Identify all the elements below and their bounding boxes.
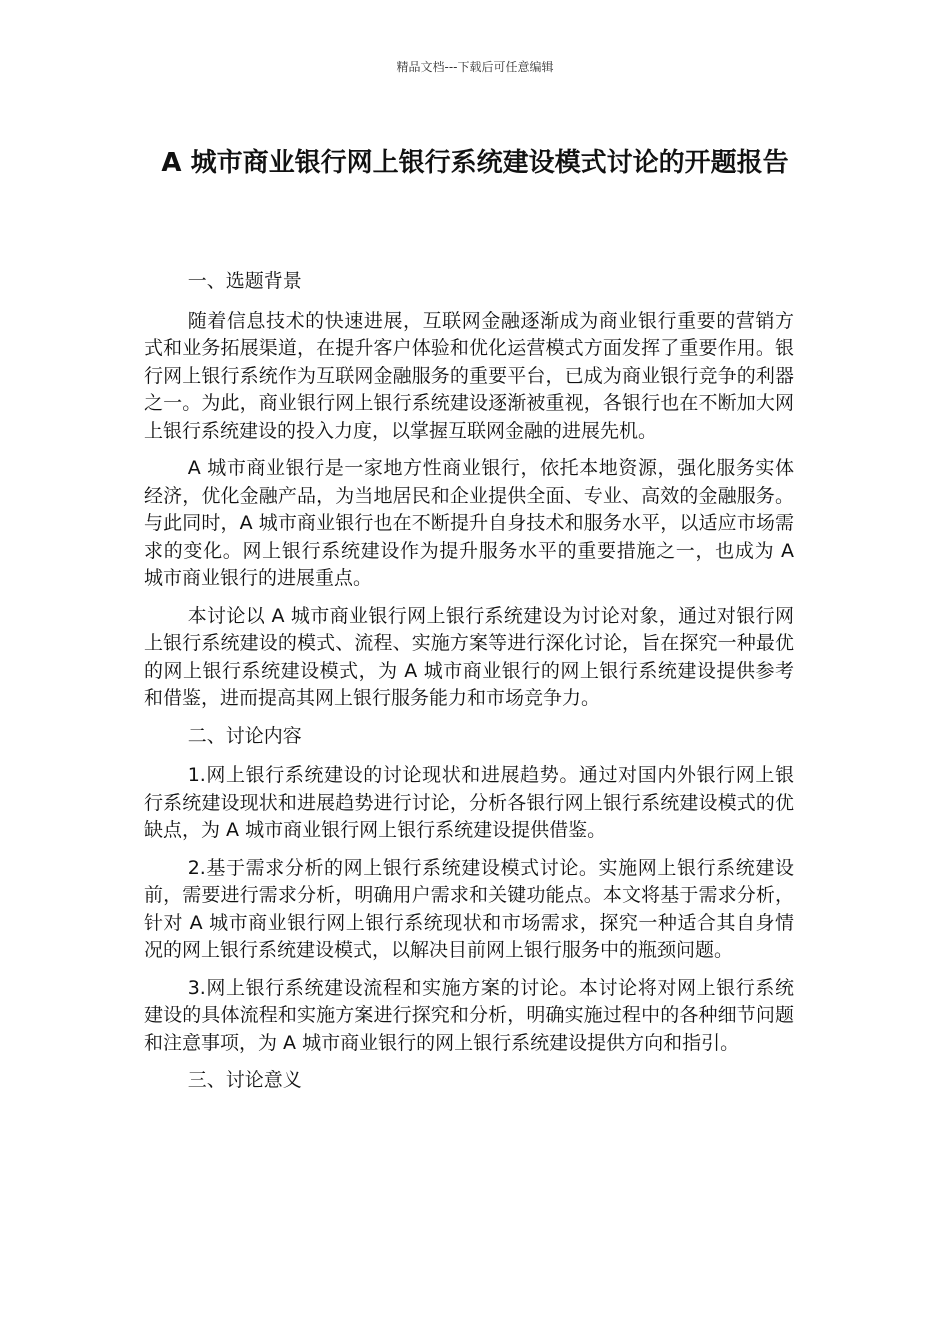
paragraph: 3.网上银行系统建设流程和实施方案的讨论。本讨论将对网上银行系统建设的具体流程和实施方案进行探究和分析，明确实施过程中的各种细节问题和注意事项，为 A 城市商业银行的网上银行系统建设提供方向和指引。 xyxy=(144,976,794,1054)
paragraph: 2.基于需求分析的网上银行系统建设模式讨论。实施网上银行系统建设前，需要进行需求分析，明确用户需求和关键功能点。本文将基于需求分析，针对 A 城市商业银行网上银行系统现状和市场需求，探究一种适合其自身情况的网上银行系统建设模式，以解决目前网上银行服务中的瓶颈问题。 xyxy=(144,856,794,961)
paragraph: A 城市商业银行是一家地方性商业银行，依托本地资源，强化服务实体经济，优化金融产品，为当地居民和企业提供全面、专业、高效的金融服务。与此同时，A 城市商业银行也在不断提升自身技术和服务水平，以适应市场需求的变化。网上银行系统建设作为提升服务水平的重要措施之一，也成为 A 城市商业银行的进展重点。 xyxy=(144,457,794,589)
paragraph: 1.网上银行系统建设的讨论现状和进展趋势。通过对国内外银行网上银行系统建设现状和进展趋势进行讨论，分析各银行网上银行系统建设模式的优缺点，为 A 城市商业银行网上银行系统建设提供借鉴。 xyxy=(144,764,794,841)
section-heading-content: 二、讨论内容 xyxy=(187,724,302,747)
paragraph: 随着信息技术的快速进展，互联网金融逐渐成为商业银行重要的营销方式和业务拓展渠道，在提升客户体验和优化运营模式方面发挥了重要作用。银行网上银行系统作为互联网金融服务的重要平台，已成为商业银行竞争的利器之一。为此，商业银行网上银行系统建设逐渐被重视，各银行也在不断加大网上银行系统建设的投入力度，以掌握互联网金融的进展先机。 xyxy=(144,309,794,442)
document-body xyxy=(144,268,794,1107)
section-heading-significance: 三、讨论意义 xyxy=(187,1069,302,1091)
section-heading-background: 一、选题背景 xyxy=(187,270,302,292)
document-title: A 城市商业银行网上银行系统建设模式讨论的开题报告 xyxy=(161,148,789,178)
page-header: 精品文档---下载后可任意编辑 xyxy=(396,60,554,74)
paragraph: 本讨论以 A 城市商业银行网上银行系统建设为讨论对象，通过对银行网上银行系统建设的模式、流程、实施方案等进行深化讨论，旨在探究一种最优的网上银行系统建设模式，为 A 城市商业银行的网上银行系统建设提供参考和借鉴，进而提高其网上银行服务能力和市场竞争力。 xyxy=(144,604,794,709)
